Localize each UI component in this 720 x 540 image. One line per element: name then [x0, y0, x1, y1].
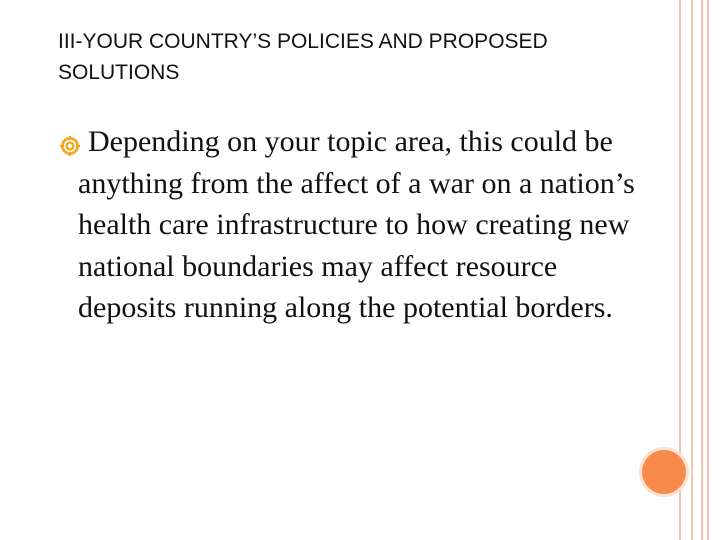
border-line [707, 0, 709, 540]
border-line [691, 0, 693, 540]
decorative-circle [642, 450, 686, 494]
border-line [701, 0, 703, 540]
gear-bullet-icon [60, 136, 80, 156]
bullet-text-content: Depending on your topic area, this could be anything from the affect of a war on a nation’s health care infrastructure to how creating new national boundaries may affect resource deposits running along the potential borders. [78, 125, 635, 324]
bullet-text [78, 121, 638, 329]
slide-title: III-YOUR COUNTRY’S POLICIES AND PROPOSED SOLUTIONS [58, 30, 548, 84]
